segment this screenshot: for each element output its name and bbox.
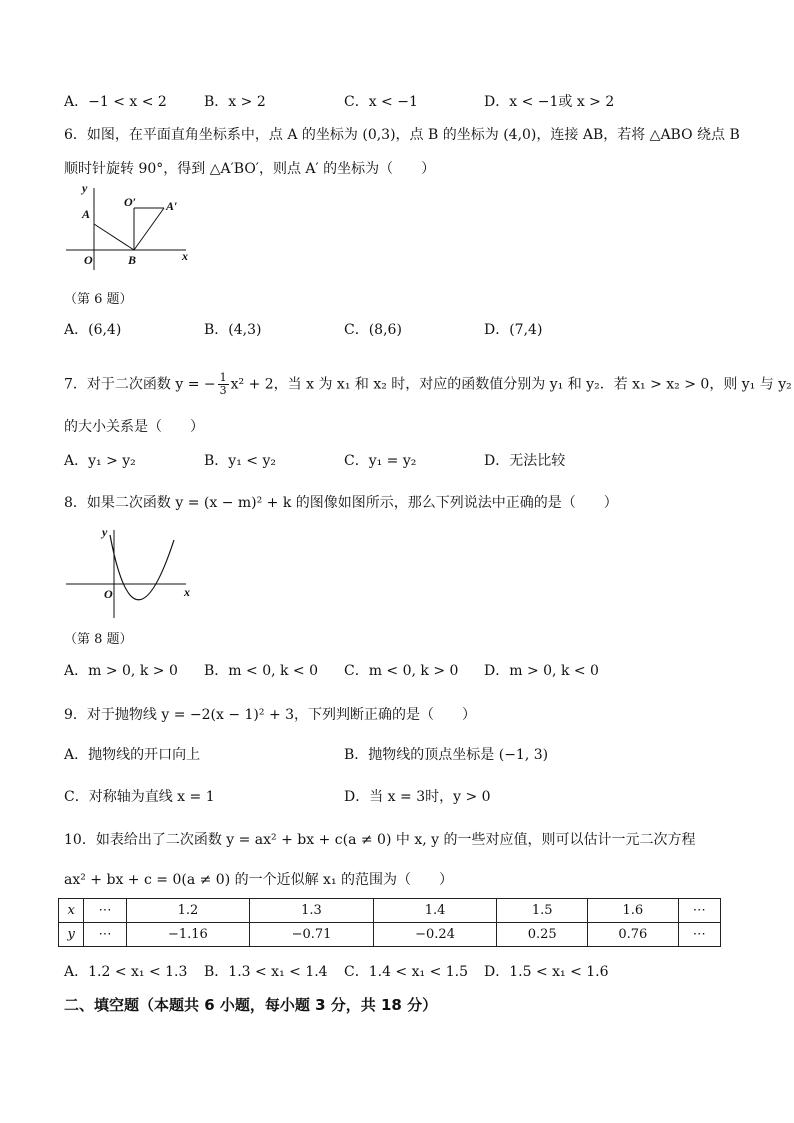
q9-option-a: A．抛物线的开口向上	[64, 747, 201, 763]
q10-option-d: D．1.5 < x₁ < 1.6	[484, 964, 609, 980]
q8-option-a: A．m > 0, k > 0	[64, 663, 178, 679]
table-cell: ⋯	[84, 899, 126, 923]
q9-stem: 9．对于抛物线 y = −2(x − 1)² + 3，下列判断正确的是（ ）	[64, 707, 477, 723]
q5-option-c: C．x < −1	[344, 94, 418, 110]
table-cell: ⋯	[678, 899, 720, 923]
q6-option-c: C．(8,6)	[344, 322, 402, 338]
q10-stem-line2: ax² + bx + c = 0(a ≠ 0) 的一个近似解 x₁ 的范围为（ ）	[64, 872, 454, 888]
q8-figure	[64, 520, 204, 620]
table-cell: 1.5	[497, 899, 588, 923]
q10-value-table	[58, 898, 721, 947]
q6-segment-ba-prime	[134, 208, 164, 250]
q7-stem-post: x² + 2，当 x 为 x₁ 和 x₂ 时，对应的函数值分别为 y₁ 和 y₂．若 x₁ > x₂ > 0，则 y₁ 与 y₂	[230, 376, 792, 393]
q10-option-b: B．1.3 < x₁ < 1.4	[204, 964, 328, 980]
q7-fraction-numerator: 1	[219, 371, 227, 384]
q6-label-a: A	[82, 207, 91, 221]
q5-option-b: B．x > 2	[204, 94, 266, 110]
q6-label-b: B	[128, 253, 137, 267]
table-cell: 0.25	[497, 923, 588, 947]
q8-option-b: B．m < 0, k < 0	[204, 663, 319, 679]
q6-caption: （第 6 题）	[64, 292, 133, 307]
table-cell: −1.16	[126, 923, 250, 947]
q7-fraction-denominator: 3	[219, 384, 227, 397]
q8-option-c: C．m < 0, k > 0	[344, 663, 459, 679]
q7-stem-line1	[64, 372, 792, 397]
q5-option-a: A．−1 < x < 2	[64, 94, 167, 110]
table-cell: ⋯	[678, 923, 720, 947]
table-cell: 1.3	[250, 899, 374, 923]
q8-label-o: O	[104, 587, 113, 601]
q6-label-o-prime: O′	[124, 195, 137, 209]
q6-stem-line2: 顺时针旋转 90°，得到 △A′BO′，则点 A′ 的坐标为（ ）	[64, 161, 436, 177]
q6-option-a: A．(6,4)	[64, 322, 122, 338]
table-cell: x	[59, 899, 84, 923]
q7-option-d: D．无法比较	[484, 453, 566, 469]
table-row	[59, 923, 721, 947]
q6-label-a-prime: A′	[166, 199, 178, 213]
q10-stem-line1: 10．如表给出了二次函数 y = ax² + bx + c(a ≠ 0) 中 x, y 的一些对应值，则可以估计一元二次方程	[64, 832, 696, 848]
q6-label-x: x	[182, 249, 188, 263]
q7-stem-pre: 7．对于二次函数 y = −	[64, 376, 216, 393]
q8-parabola	[110, 535, 174, 600]
table-cell: 1.6	[587, 899, 678, 923]
table-cell: −0.24	[373, 923, 497, 947]
q8-option-d: D．m > 0, k < 0	[484, 663, 599, 679]
table-cell: y	[59, 923, 84, 947]
table-cell: 1.2	[126, 899, 250, 923]
q5-option-d: D．x < −1或 x > 2	[484, 94, 615, 110]
table-row	[59, 899, 721, 923]
q10-option-c: C．1.4 < x₁ < 1.5	[344, 964, 469, 980]
q7-stem-line2: 的大小关系是（ ）	[64, 419, 204, 435]
section-title: 二、填空题（本题共 6 小题，每小题 3 分，共 18 分）	[64, 996, 438, 1014]
q6-figure	[64, 180, 204, 272]
q8-stem: 8．如果二次函数 y = (x − m)² + k 的图像如图所示，那么下列说法中正确的是（ ）	[64, 495, 618, 511]
table-cell: 0.76	[587, 923, 678, 947]
q7-option-a: A．y₁ > y₂	[64, 453, 136, 469]
q7-option-c: C．y₁ = y₂	[344, 453, 417, 469]
q8-label-y: y	[102, 525, 108, 539]
q6-option-d: D．(7,4)	[484, 322, 543, 338]
q6-segment-ab	[94, 224, 134, 250]
q6-label-y: y	[82, 181, 88, 195]
q10-option-a: A．1.2 < x₁ < 1.3	[64, 964, 188, 980]
table-cell: 1.4	[373, 899, 497, 923]
q8-caption: （第 8 题）	[64, 632, 133, 647]
table-cell: ⋯	[84, 923, 126, 947]
q7-option-b: B．y₁ < y₂	[204, 453, 276, 469]
q9-option-b: B．抛物线的顶点坐标是 (−1, 3)	[344, 747, 549, 763]
q6-label-o: O	[84, 253, 93, 267]
q6-stem-line1: 6．如图，在平面直角坐标系中，点 A 的坐标为 (0,3)，点 B 的坐标为 (4,0)，连接 AB，若将 △ABO 绕点 B	[64, 127, 740, 143]
q9-option-d: D．当 x = 3时，y > 0	[344, 789, 491, 805]
q7-fraction	[218, 372, 229, 397]
q6-option-b: B．(4,3)	[204, 322, 262, 338]
q9-option-c: C．对称轴为直线 x = 1	[64, 789, 215, 805]
q8-label-x: x	[184, 585, 190, 599]
table-cell: −0.71	[250, 923, 374, 947]
